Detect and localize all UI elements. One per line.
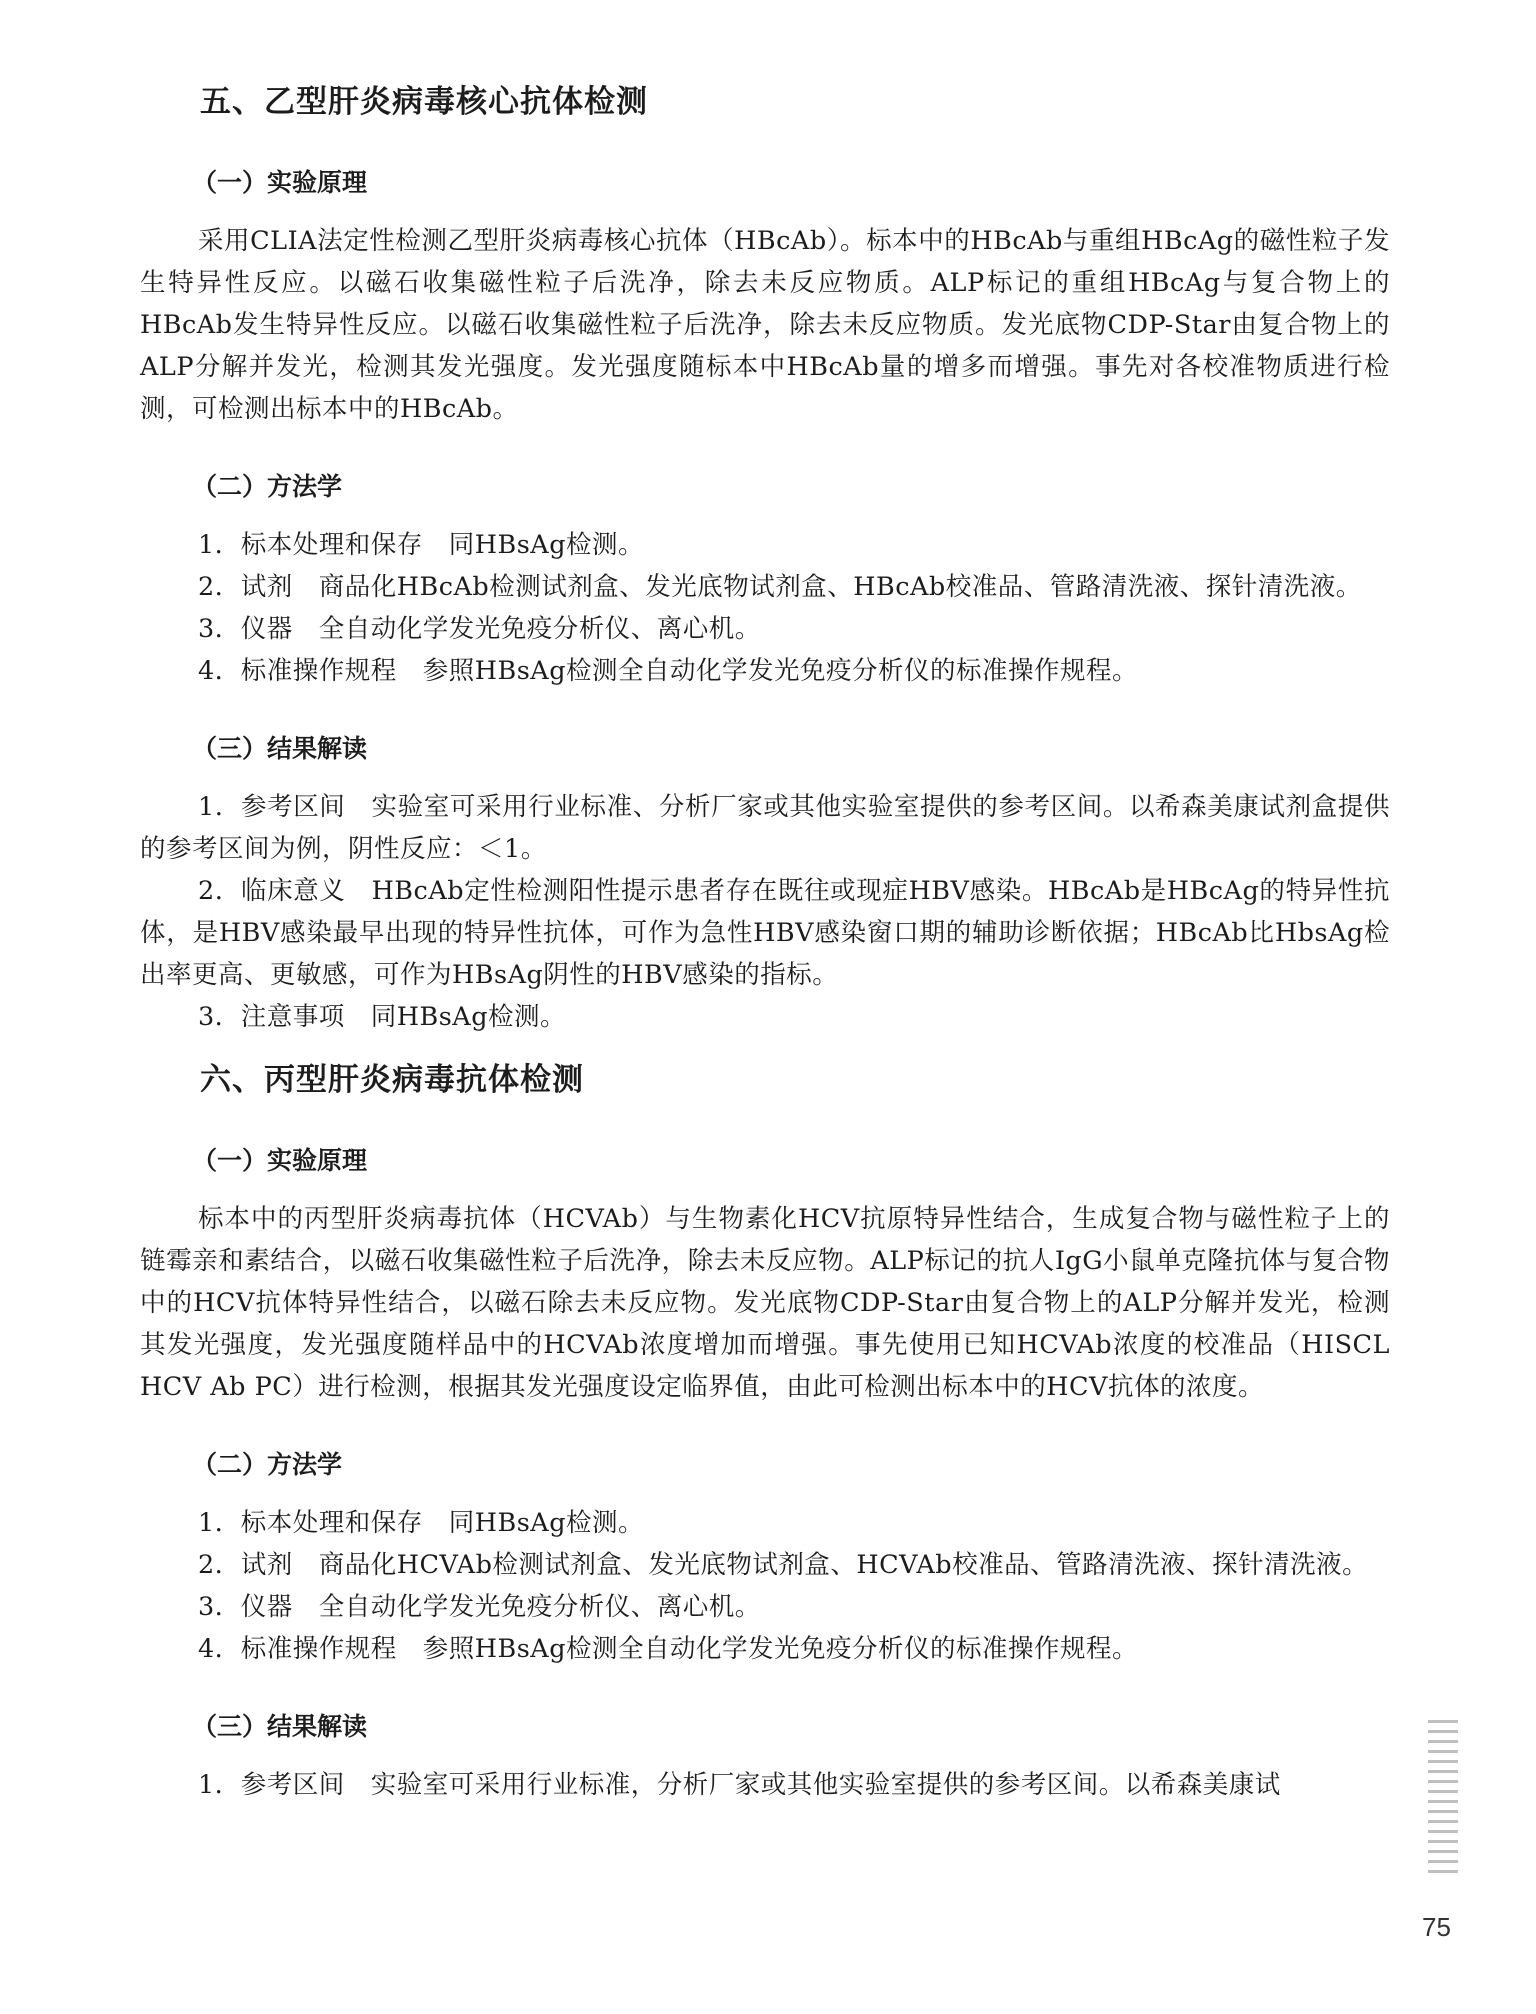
- list-item: [140, 786, 1390, 870]
- item-label: 1．标本处理和保存: [198, 1508, 423, 1538]
- list-item: [140, 524, 1390, 566]
- item-label: 2．临床意义: [198, 876, 346, 906]
- item-label: 4．标准操作规程: [198, 656, 397, 686]
- subsection-heading-result: （三）结果解读: [192, 1712, 368, 1741]
- list-item: [140, 996, 1390, 1038]
- subsection-heading-method: （二）方法学: [192, 472, 343, 501]
- list-item: [140, 650, 1390, 692]
- section-hcvab: [140, 1060, 1390, 1806]
- item-text: 参照HBsAg检测全自动化学发光免疫分析仪的标准操作规程。: [422, 1634, 1139, 1664]
- item-label: 3．仪器: [198, 614, 293, 644]
- item-text: 同HBsAg检测。: [448, 1508, 645, 1538]
- list-item: [140, 608, 1390, 650]
- principle-paragraph: 标本中的丙型肝炎病毒抗体（HCVAb）与生物素化HCV抗原特异性结合，生成复合物与磁性粒子上的链霉亲和素结合，以磁石收集磁性粒子后洗净，除去未反应物。ALP标记的抗人IgG小鼠单克隆抗体与复合物中的HCV抗体特异性结合，以磁石除去未反应物。发光底物CDP-Star由复合物上的ALP分解并发光，检测其发光强度，发光强度随样品中的HCVAb浓度增加而增强。事先使用已知HCVAb浓度的校准品（HISCL HCV Ab PC）进行检测，根据其发光强度设定临界值，由此可检测出标本中的HCV抗体的浓度。: [140, 1204, 1390, 1402]
- section-hbcab: [140, 82, 1390, 1038]
- subsection-heading-principle: （一）实验原理: [192, 168, 368, 197]
- list-item: [140, 566, 1390, 608]
- item-label: 1．参考区间: [198, 792, 346, 822]
- list-item: [140, 1628, 1390, 1670]
- principle-paragraph: 采用CLIA法定性检测乙型肝炎病毒核心抗体（HBcAb）。标本中的HBcAb与重组HBcAg的磁性粒子发生特异性反应。以磁石收集磁性粒子后洗净，除去未反应物质。ALP标记的重组HBcAg与复合物上的HBcAb发生特异性反应。以磁石收集磁性粒子后洗净，除去未反应物质。发光底物CDP-Star由复合物上的ALP分解并发光，检测其发光强度。发光强度随标本中HBcAb量的增多而增强。事先对各校准物质进行检测，可检测出标本中的HBcAb。: [140, 226, 1390, 424]
- item-label: 1．标本处理和保存: [198, 530, 423, 560]
- item-label: 4．标准操作规程: [198, 1634, 397, 1664]
- subsection-heading-result: （三）结果解读: [192, 734, 368, 763]
- subsection-heading-principle: （一）实验原理: [192, 1146, 368, 1175]
- item-label: 2．试剂: [198, 572, 293, 602]
- item-text: 全自动化学发光免疫分析仪、离心机。: [318, 1592, 761, 1622]
- item-text: 实验室可采用行业标准、分析厂家或其他实验室提供的参考区间。以希森美康试剂盒提供的参考区间为例，阴性反应：＜1。: [140, 792, 1390, 864]
- page-edge-tick-marks: [1428, 1720, 1458, 1880]
- item-text: 同HBsAg检测。: [448, 530, 645, 560]
- page-number: 75: [1422, 1912, 1451, 1942]
- section-title: 五、乙型肝炎病毒核心抗体检测: [200, 84, 648, 120]
- item-label: 3．注意事项: [198, 1002, 345, 1032]
- item-text: 全自动化学发光免疫分析仪、离心机。: [318, 614, 761, 644]
- section-title: 六、丙型肝炎病毒抗体检测: [200, 1062, 584, 1098]
- item-label: 3．仪器: [198, 1592, 293, 1622]
- item-text: HBcAb定性检测阳性提示患者存在既往或现症HBV感染。HBcAb是HBcAg的特异性抗体，是HBV感染最早出现的特异性抗体，可作为急性HBV感染窗口期的辅助诊断依据；HBcAb比HbsAg检出率更高、更敏感，可作为HBsAg阴性的HBV感染的指标。: [140, 876, 1390, 990]
- item-text: 实验室可采用行业标准，分析厂家或其他实验室提供的参考区间。以希森美康试: [370, 1770, 1281, 1800]
- item-label: 1．参考区间: [198, 1770, 345, 1800]
- list-item: [140, 1544, 1390, 1586]
- list-item: [140, 1586, 1390, 1628]
- list-item: [140, 1764, 1390, 1806]
- list-item: [140, 1502, 1390, 1544]
- item-text: 参照HBsAg检测全自动化学发光免疫分析仪的标准操作规程。: [422, 656, 1139, 686]
- item-text: 同HBsAg检测。: [370, 1002, 567, 1032]
- list-item: [140, 870, 1390, 996]
- item-text: 商品化HCVAb检测试剂盒、发光底物试剂盒、HCVAb校准品、管路清洗液、探针清洗液。: [318, 1550, 1369, 1580]
- item-text: 商品化HBcAb检测试剂盒、发光底物试剂盒、HBcAb校准品、管路清洗液、探针清洗液。: [318, 572, 1362, 602]
- subsection-heading-method: （二）方法学: [192, 1450, 343, 1479]
- item-label: 2．试剂: [198, 1550, 293, 1580]
- page-content: [140, 82, 1390, 1806]
